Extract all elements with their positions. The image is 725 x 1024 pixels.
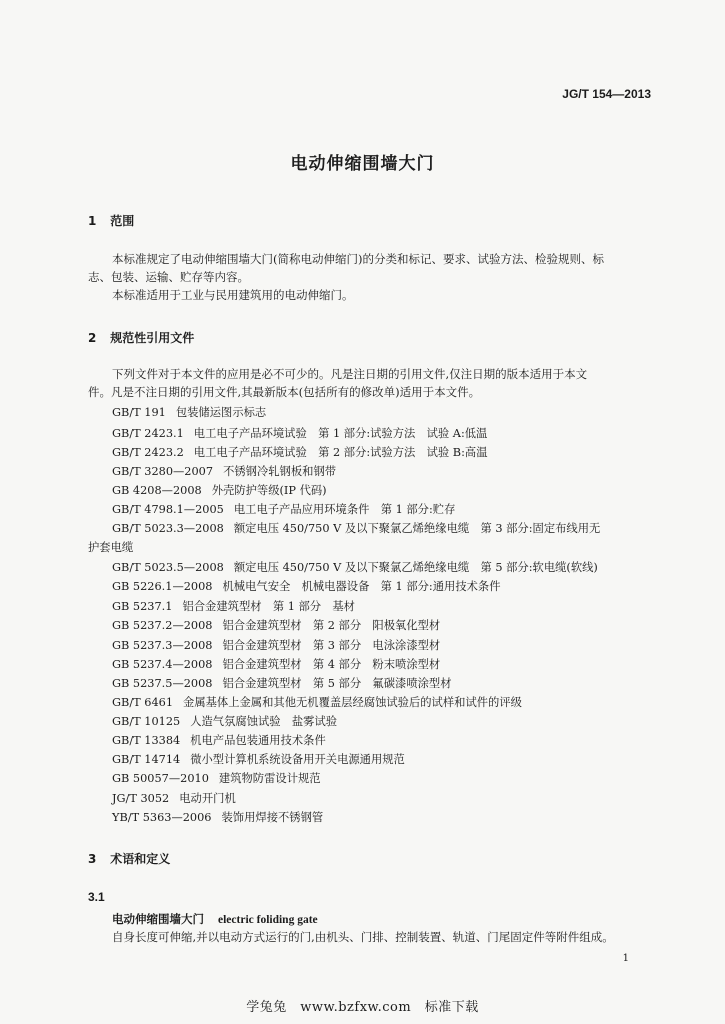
reference-item	[112, 598, 355, 614]
reference-title: 铝合金建筑型材 第 3 部分 电泳涂漆型材	[222, 639, 441, 652]
scope-paragraph-line: 本标准规定了电动伸缩围墙大门(简称电动伸缩门)的分类和标记、要求、试验方法、检验规则、标	[112, 252, 604, 266]
reference-code: GB/T 4798.1—2005	[112, 503, 224, 516]
reference-title: 额定电压 450/750 V 及以下聚氯乙烯绝缘电缆 第 5 部分:软电缆(软线)	[233, 561, 598, 574]
scope-paragraph-line: 志、包装、运输、贮存等内容。	[88, 270, 249, 284]
term-heading	[112, 911, 318, 927]
reference-title: 铝合金建筑型材 第 5 部分 氟碳漆喷涂型材	[222, 677, 452, 690]
section-title: 范围	[110, 214, 135, 228]
reference-code: GB 5237.2—2008	[112, 619, 213, 632]
section-3-heading	[88, 850, 170, 867]
reference-title: 机电产品包装通用技术条件	[190, 734, 326, 747]
section-2-heading	[88, 329, 194, 346]
reference-code: GB 5237.4—2008	[112, 658, 213, 671]
reference-code: GB 5226.1—2008	[112, 580, 213, 593]
section-title: 规范性引用文件	[110, 331, 195, 345]
reference-item	[112, 790, 236, 806]
reference-title: 铝合金建筑型材 第 1 部分 基材	[182, 600, 355, 613]
reference-item	[112, 656, 440, 672]
term-name-en: electric foliding gate	[218, 914, 318, 926]
reference-code: YB/T 5363—2006	[112, 811, 212, 824]
reference-item	[112, 751, 405, 767]
reference-code: GB/T 10125	[112, 715, 181, 728]
reference-title: 电工电子产品环境试验 第 1 部分:试验方法 试验 A:低温	[193, 427, 488, 440]
scope-paragraph: 本标准适用于工业与民用建筑用的电动伸缩门。	[112, 288, 354, 302]
reference-item	[112, 444, 488, 460]
reference-title: 装饰用焊接不锈钢管	[221, 811, 324, 824]
reference-title: 建筑物防雷设计规范	[218, 772, 321, 785]
reference-code: GB/T 6461	[112, 696, 174, 709]
section-title: 术语和定义	[110, 852, 171, 866]
reference-item	[112, 578, 501, 594]
reference-item	[112, 617, 440, 633]
reference-title: 微小型计算机系统设备用开关电源通用规范	[190, 753, 405, 766]
term-name-cn: 电动伸缩围墙大门	[112, 912, 204, 926]
reference-title: 人造气氛腐蚀试验 盐雾试验	[190, 715, 338, 728]
reference-item	[112, 770, 321, 786]
reference-item	[112, 463, 336, 479]
reference-item	[112, 404, 266, 420]
page-number: 1	[622, 953, 629, 964]
reference-code: GB/T 191	[112, 406, 166, 419]
reference-code: GB/T 3280—2007	[112, 465, 214, 478]
reference-title-continuation: 护套电缆	[88, 541, 134, 554]
reference-code: GB 5237.5—2008	[112, 677, 213, 690]
reference-item	[112, 694, 522, 710]
reference-title: 电动开门机	[179, 792, 236, 805]
section-number: 1	[88, 214, 97, 228]
section-1-heading	[88, 212, 134, 229]
term-number: 3.1	[88, 890, 105, 904]
reference-code: GB/T 5023.3—2008	[112, 522, 224, 535]
reference-title: 额定电压 450/750 V 及以下聚氯乙烯绝缘电缆 第 3 部分:固定布线用无	[233, 522, 601, 535]
standard-code-header: JG/T 154—2013	[562, 87, 651, 101]
reference-code: GB/T 13384	[112, 734, 181, 747]
reference-title: 外壳防护等级(IP 代码)	[211, 484, 327, 497]
normative-intro-line: 件。凡是不注日期的引用文件,其最新版本(包括所有的修改单)适用于本文件。	[88, 385, 481, 399]
reference-title: 铝合金建筑型材 第 2 部分 阳极氧化型材	[222, 619, 441, 632]
reference-item	[112, 520, 600, 536]
reference-item	[112, 732, 326, 748]
reference-title: 铝合金建筑型材 第 4 部分 粉末喷涂型材	[222, 658, 441, 671]
reference-code: GB 5237.3—2008	[112, 639, 213, 652]
reference-code: JG/T 3052	[112, 792, 170, 805]
reference-item	[112, 809, 323, 825]
reference-title: 电工电子产品应用环境条件 第 1 部分:贮存	[233, 503, 456, 516]
reference-title: 电工电子产品环境试验 第 2 部分:试验方法 试验 B:高温	[193, 446, 488, 459]
reference-code: GB 5237.1	[112, 600, 173, 613]
reference-code: GB/T 2423.1	[112, 427, 184, 440]
reference-title: 不锈钢冷轧钢板和钢带	[223, 465, 337, 478]
reference-item	[112, 482, 327, 498]
reference-item	[112, 559, 598, 575]
watermark-footer: 学兔兔 www.bzfxw.com 标准下载	[246, 1000, 479, 1015]
reference-code: GB/T 2423.2	[112, 446, 184, 459]
reference-code: GB/T 14714	[112, 753, 181, 766]
reference-code: GB 4208—2008	[112, 484, 202, 497]
normative-intro-line: 下列文件对于本文件的应用是必不可少的。凡是注日期的引用文件,仅注日期的版本适用于本文	[112, 367, 588, 381]
section-number: 2	[88, 331, 97, 345]
reference-title: 金属基体上金属和其他无机覆盖层经腐蚀试验后的试样和试件的评级	[183, 696, 522, 709]
reference-item	[112, 713, 337, 729]
reference-item	[112, 501, 455, 517]
section-number: 3	[88, 852, 97, 866]
reference-code: GB/T 5023.5—2008	[112, 561, 224, 574]
reference-code: GB 50057—2010	[112, 772, 209, 785]
page-title: 电动伸缩围墙大门	[290, 154, 435, 174]
reference-item	[112, 637, 440, 653]
reference-title: 机械电气安全 机械电器设备 第 1 部分:通用技术条件	[222, 580, 501, 593]
reference-item	[112, 425, 487, 441]
reference-item	[112, 675, 452, 691]
reference-title: 包装储运图示标志	[175, 406, 267, 419]
term-definition: 自身长度可伸缩,并以电动方式运行的门,由机头、门排、控制装置、轨道、门尾固定件等附件组成。	[112, 930, 614, 944]
